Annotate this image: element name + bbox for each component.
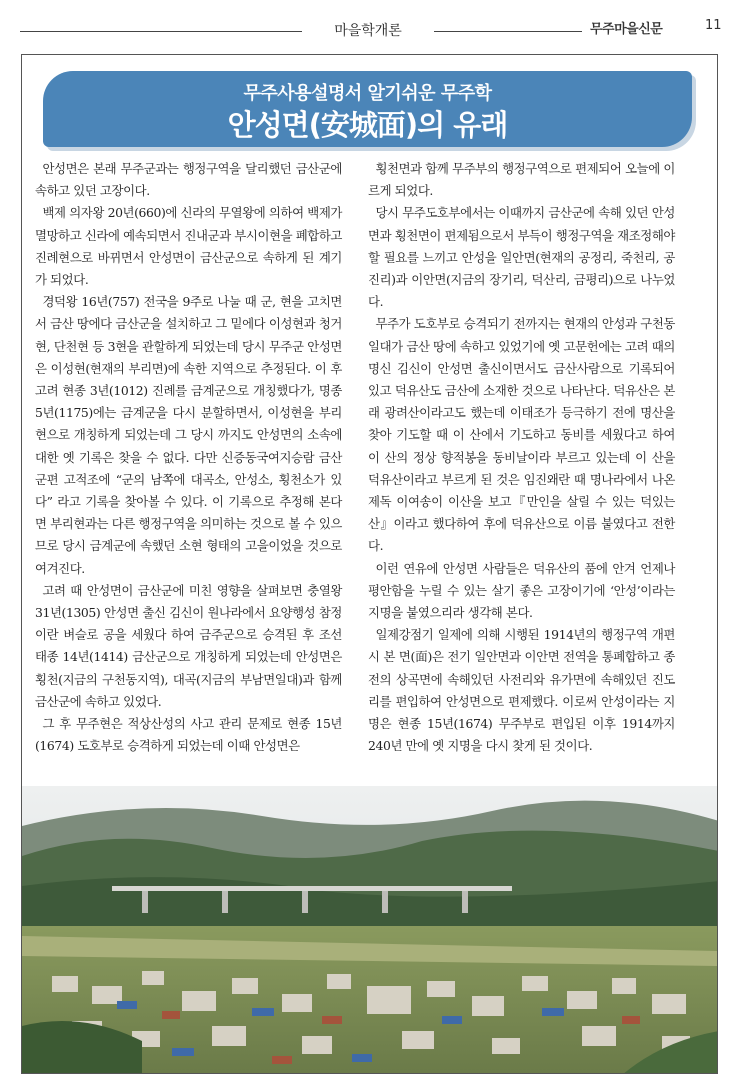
paragraph: 그 후 무주현은 적상산성의 사고 관리 문제로 현종 15년(1674) 도호부로 승격하게 되었는데 이때 안성면은 [35,716,342,754]
paragraph: 당시 무주도호부에서는 이때까지 금산군에 속해 있던 안성면과 횡천면이 편제됨으로서 부득이 행정구역을 재조정해야 할 필요를 느끼고 안성을 일안면(현재의 공정리, 죽천리, 공진리)과 이안면(지금의 장기리, 덕산리, 금평리)으로 나누었다. [368,205,675,310]
article-title: 안성면(安城面)의 유래 [227,108,508,142]
page-number: 11 [705,18,722,33]
article-subtitle: 무주사용설명서 알기쉬운 무주학 [243,83,492,104]
header-rule-left [20,31,302,32]
paragraph: 이런 연유에 안성면 사람들은 덕유산의 품에 안겨 언제나 평안함을 누릴 수 있는 살기 좋은 고장이기에 ‘안성’이라는 지명을 붙였으리라 생각해 본다. [368,560,675,621]
paragraph: 경덕왕 16년(757) 전국을 9주로 나눌 때 군, 현을 고치면서 금산 땅에다 금산군을 설치하고 그 밑에다 이성현과 청거현, 단천현 등 3현을 관할하게 되었는데 당시 무주군 안성면은 이성현(현재의 부리면)에 속한 지역으로 추정된다. 이 후 고려 현종 3년(1012) 진례를 금계군으로 개칭했다가, 명종 5년(1175)에는 금계군을 다시 분할하면서, 이성현을 부리현으로 개칭하게 되었는데 그 당시 까지도 안성면의 소속에 대한 옛 기록은 찾을 수 없다. 다만 신증동국여지승람 금산군편 고적조에 “군의 남쪽에 대곡소, 안성소, 횡천소가 있다” 라고 기록을 찾아볼 수 있다. 이 기록으로 추정해 본다면 부리현과는 다른 행정구역을 의미하는 것으로 볼 수 있으므로 당시 금계군에 속했던 소현 형태의 고을이었을 것으로 여겨진다. [35,294,342,576]
paragraph: 백제 의자왕 20년(660)에 신라의 무열왕에 의하여 백제가 멸망하고 신라에 예속되면서 진내군과 부시이현을 폐합하고 진례현으로 바뀌면서 안성면이 금산군으로 속하게 된 계기가 되었다. [35,205,342,288]
article-column-right [368,158,675,757]
paragraph: 안성면은 본래 무주군과는 행정구역을 달리했던 금산군에 속하고 있던 고장이다. [35,161,342,199]
article-frame [21,54,718,1074]
title-banner [43,71,692,147]
paper-logo: 무주마을신문 [590,22,663,37]
paragraph: 무주가 도호부로 승격되기 전까지는 현재의 안성과 구천동 일대가 금산 땅에 속하고 있었기에 옛 고문헌에는 고려 때의 명신 김신이 안성면 출신이면서도 금산사람으로 기록되어 있고 덕유산도 금산에 소재한 것으로 나타난다. 덕유산은 본래 광려산이라고도 했는데 이태조가 등극하기 전에 명산을 찾아 기도할 때 이 산에서 기도하고 동비를 세웠다고 하여 이 산의 정상 향적봉을 동비날이라 부르고 있는데 이 산을 덕유산이라고 부르게 된 것은 임진왜란 때 명나라에서 나온 제독 이여송이 이산을 보고『만인을 살릴 수 있는 덕있는 산』이라고 했다하여 후에 덕유산으로 이름 붙였다고 전한다. [368,316,675,554]
paragraph: 고려 때 안성면이 금산군에 미친 영향을 살펴보면 충열왕 31년(1305) 안성면 출신 김신이 원나라에서 요양행성 참정이란 벼슬로 공을 세웠다 하여 금주군으로 승격된 후 조선 태종 14년(1414) 금산군으로 개칭하게 되었는데 안성면은 횡천(지금의 구천동지역), 대곡(지금의 부남면일대)과 함께 금산군에 속하고 있었다. [35,582,342,709]
section-title: 마을학개론 [334,23,402,39]
article-column-left [35,158,342,757]
header-rule-right [434,31,582,32]
paragraph: 횡천면과 함께 무주부의 행정구역으로 편제되어 오늘에 이르게 되었다. [368,161,675,199]
paragraph: 일제강점기 일제에 의해 시행된 1914년의 행정구역 개편 시 본 면(面)은 전기 일안면과 이안면 전역을 통폐합하고 종전의 상곡면에 속해있던 사전리와 유가면에 속해있던 진도리를 편입하여 안성면으로 편제했다. 이로써 안성이라는 지명은 현종 15년(1674) 무주부로 편입된 이후 1914까지 240년 만에 옛 지명을 다시 찾게 된 것이다. [368,627,675,754]
village-landscape-photo [22,786,718,1074]
